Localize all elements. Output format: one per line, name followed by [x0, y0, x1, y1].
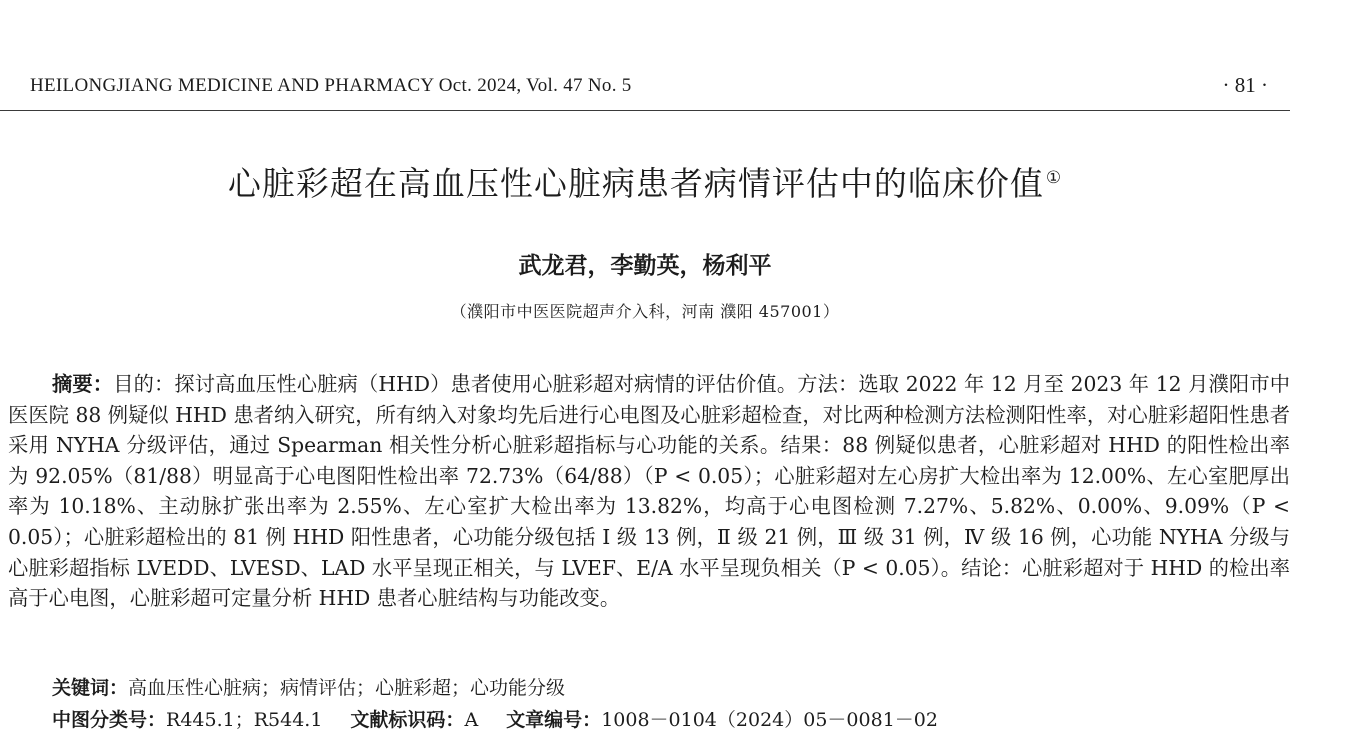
clc-label: 中图分类号： [52, 709, 167, 731]
document-code-value: A [464, 709, 479, 731]
journal-citation: HEILONGJIANG MEDICINE AND PHARMACY Oct. 2024, Vol. 47 No. 5 [30, 75, 632, 96]
keywords-value: 高血压性心脏病；病情评估；心脏彩超；心功能分级 [128, 677, 566, 699]
article-number-value: 1008－0104（2024）05－0081－02 [601, 709, 938, 731]
running-header [0, 66, 1290, 111]
abstract-text: 目的：探讨高血压性心脏病（HHD）患者使用心脏彩超对病情的评估价值。方法：选取 2022 年 12 月至 2023 年 12 月濮阳市中医医院 88 例疑似 HHD 患者纳入研究，所有纳入对象均先后进行心电图及心脏彩超检查，对比两种检测方法检测阳性率，对心脏彩超阳性患者采用 NYHA 分级评估，通过 Spearman 相关性分析心脏彩超指标与心功能的关系。结果：88 例疑似患者，心脏彩超对 HHD 的阳性检出率为 92.05%（81/88）明显高于心电图阳性检出率 72.73%（64/88）（P < 0.05）；心脏彩超对左心房扩大检出率为 12.00%、左心室肥厚出率为 10.18%、主动脉扩张出率为 2.55%、左心室扩大检出率为 13.82%，均高于心电图检测 7.27%、5.82%、0.00%、9.09%（P < 0.05）；心脏彩超检出的 81 例 HHD 阳性患者，心功能分级包括 Ⅰ 级 13 例，Ⅱ 级 21 例，Ⅲ 级 31 例，Ⅳ 级 16 例，心功能 NYHA 分级与心脏彩超指标 LVEDD、LVESD、LAD 水平呈现正相关，与 LVEF、E/A 水平呈现负相关（P < 0.05）。结论：心脏彩超对于 HHD 的检出率高于心电图，心脏彩超可定量分析 HHD 患者心脏结构与功能改变。 [8, 372, 1290, 611]
paper-title-text: 心脏彩超在高血压性心脏病患者病情评估中的临床价值 [227, 164, 1044, 203]
classification-line [52, 705, 938, 732]
keywords-label: 关键词： [52, 677, 129, 699]
title-footnote-mark: ① [1045, 168, 1063, 188]
article-number-label: 文章编号： [506, 709, 602, 731]
document-code-label: 文献标识码： [350, 709, 465, 731]
author-affiliation: （濮阳市中医医院超声介入科，河南 濮阳 457001） [450, 302, 840, 321]
abstract [8, 369, 1290, 614]
paper-title [0, 158, 1290, 205]
clc-value: R445.1；R544.1 [166, 709, 323, 731]
abstract-label: 摘要： [52, 372, 114, 396]
author-list: 武龙君，李勤英，杨利平 [518, 253, 772, 279]
page-number: · 81 · [1222, 73, 1268, 97]
keywords-line [52, 673, 565, 700]
